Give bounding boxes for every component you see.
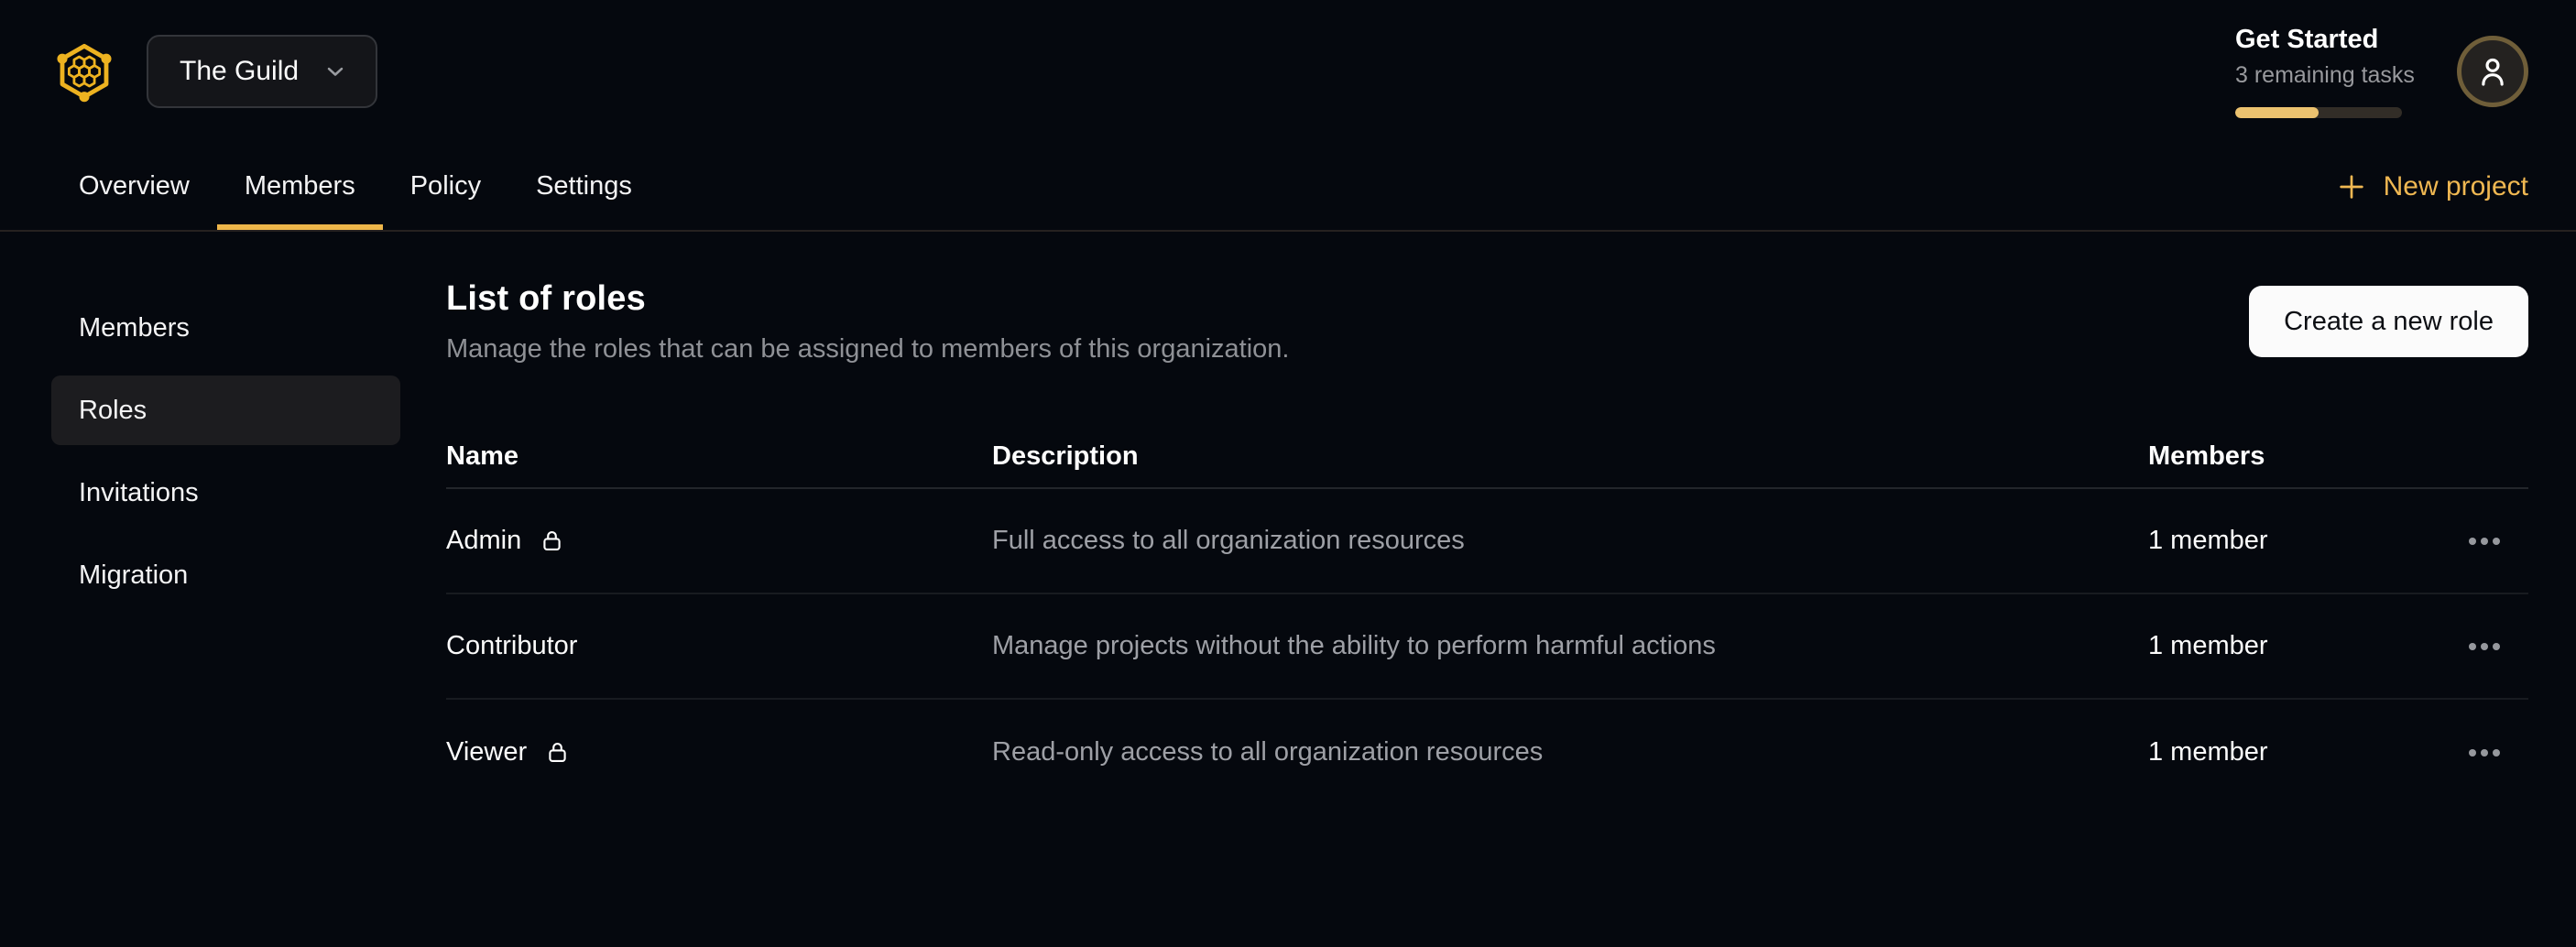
ellipsis-icon	[2465, 747, 2504, 758]
roles-title-block	[446, 279, 1289, 365]
lock-icon	[545, 739, 570, 766]
role-description: Manage projects without the ability to perform harmful actions	[992, 631, 1716, 660]
page-content	[0, 232, 2576, 805]
members-sidebar	[0, 232, 400, 805]
role-members-count: 1 member	[2148, 526, 2268, 555]
person-icon	[2473, 52, 2512, 91]
new-project-label: New project	[2383, 170, 2528, 201]
top-right-area	[2235, 25, 2528, 117]
tab-members[interactable]: Members	[217, 143, 383, 230]
hive-logo-link[interactable]	[55, 39, 114, 103]
brand-area	[55, 35, 377, 108]
role-name: Contributor	[446, 631, 578, 660]
top-bar	[0, 0, 2576, 143]
row-actions-menu-button[interactable]	[2456, 527, 2513, 556]
create-role-button[interactable]: Create a new role	[2249, 286, 2528, 357]
role-name: Admin	[446, 526, 522, 555]
chevron-down-icon	[322, 59, 348, 84]
sidebar-item-members[interactable]: Members	[79, 312, 190, 343]
role-members-count: 1 member	[2148, 737, 2268, 767]
org-tab-bar	[0, 143, 2576, 232]
page-title: List of roles	[446, 279, 646, 318]
tabs	[51, 143, 660, 230]
roles-table	[446, 425, 2528, 805]
role-name-cell	[446, 631, 992, 661]
ellipsis-icon	[2465, 536, 2504, 547]
column-header-description: Description	[992, 441, 1139, 471]
table-header-row	[446, 425, 2528, 489]
tab-policy[interactable]: Policy	[409, 171, 482, 201]
org-name: The Guild	[180, 56, 300, 86]
get-started-remaining-tasks: 3 remaining tasks	[2235, 61, 2415, 88]
hive-honeycomb-logo-icon	[55, 39, 114, 103]
sidebar-item-roles[interactable]: Roles	[51, 376, 400, 445]
role-description: Read-only access to all organization resources	[992, 737, 1544, 767]
new-project-link[interactable]	[2336, 143, 2528, 230]
row-actions-menu-button[interactable]	[2456, 738, 2513, 767]
table-row-contributor	[446, 594, 2528, 700]
table-row-admin	[446, 489, 2528, 594]
page-subtitle: Manage the roles that can be assigned to members of this organization.	[446, 334, 1290, 364]
row-actions-menu-button[interactable]	[2456, 632, 2513, 661]
plus-icon	[2336, 171, 2367, 202]
progress-fill	[2235, 107, 2319, 118]
tab-overview[interactable]: Overview	[79, 171, 190, 201]
sidebar-item-migration[interactable]: Migration	[79, 560, 189, 590]
tab-settings[interactable]: Settings	[536, 171, 632, 201]
column-header-name: Name	[446, 441, 518, 471]
role-name: Viewer	[446, 737, 528, 767]
lock-icon	[540, 528, 564, 554]
user-avatar-button[interactable]	[2457, 36, 2528, 107]
ellipsis-icon	[2465, 641, 2504, 652]
table-row-viewer	[446, 700, 2528, 805]
role-name-cell	[446, 737, 992, 767]
roles-main	[400, 232, 2576, 805]
org-switcher-button[interactable]	[147, 35, 377, 108]
get-started-progress-bar	[2235, 107, 2402, 118]
role-members-count: 1 member	[2148, 631, 2268, 660]
column-header-members: Members	[2148, 441, 2265, 471]
sidebar-item-invitations[interactable]: Invitations	[79, 477, 199, 507]
roles-header	[446, 279, 2528, 365]
role-name-cell	[446, 526, 992, 556]
role-description: Full access to all organization resources	[992, 526, 1465, 555]
get-started-widget[interactable]	[2235, 25, 2415, 117]
get-started-title: Get Started	[2235, 25, 2379, 55]
